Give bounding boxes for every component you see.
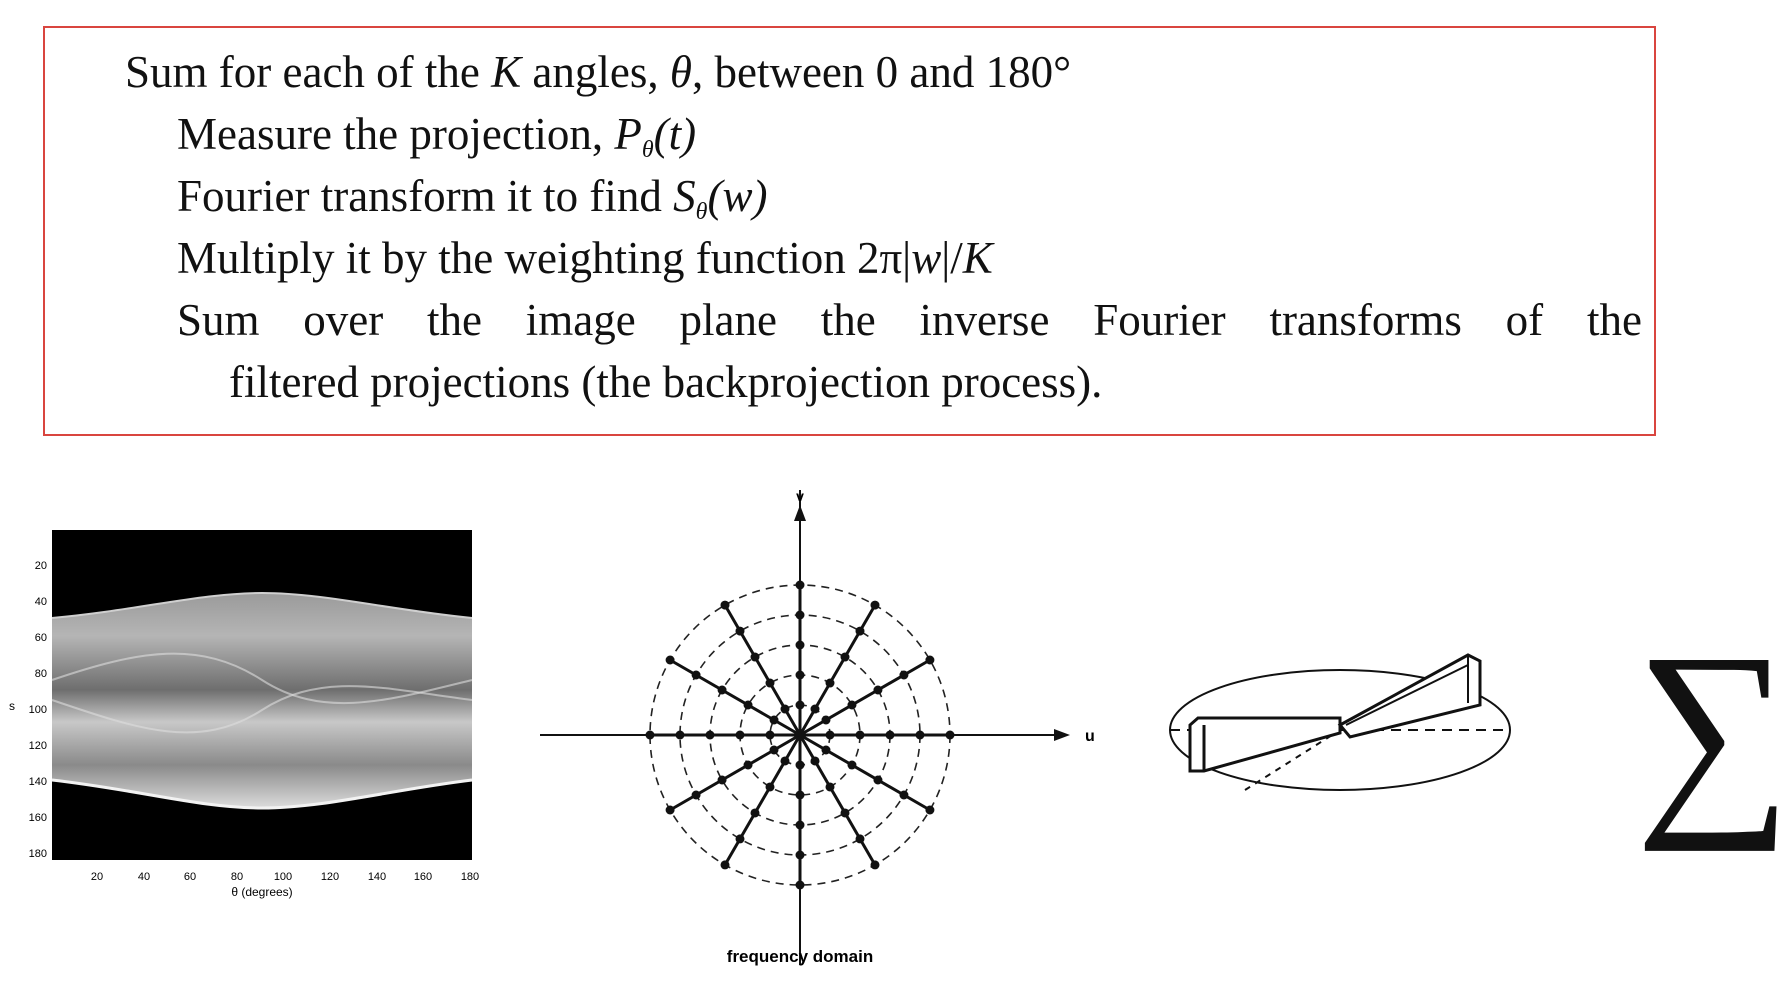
sample-point [899, 791, 908, 800]
sinogram-y-label: s [9, 699, 15, 713]
x-tick: 80 [230, 871, 244, 883]
x-tick: 140 [367, 871, 387, 883]
algorithm-line-3: Fourier transform it to find $S_\theta(w)$ [177, 171, 768, 225]
v-axis-arrow [794, 505, 806, 521]
x-tick: 180 [460, 871, 480, 883]
sample-point [847, 701, 856, 710]
sample-point [873, 686, 882, 695]
algorithm-line-5: Sum over the image plane the inverse Fourier transforms of the [177, 295, 1642, 345]
sample-point [821, 746, 830, 755]
algorithm-line-1: Sum for each of the K angles, θ, between 0 and 180° [125, 47, 1072, 97]
sample-point [744, 761, 753, 770]
sinogram-figure [0, 530, 500, 920]
y-tick: 20 [34, 560, 47, 572]
sample-point [856, 834, 865, 843]
x-tick: 160 [413, 871, 433, 883]
sample-point [826, 679, 835, 688]
weighting-slice-figure [1150, 645, 1530, 805]
sample-point [736, 627, 745, 636]
sample-point [873, 776, 882, 785]
sample-point [751, 653, 760, 662]
y-tick: 40 [34, 596, 47, 608]
sample-point [666, 656, 675, 665]
y-tick: 60 [34, 632, 47, 644]
sample-point [781, 756, 790, 765]
sample-point [781, 705, 790, 714]
sample-point [666, 806, 675, 815]
sample-point [770, 746, 779, 755]
v-axis-label: v [796, 488, 804, 504]
frequency-domain-figure [535, 490, 1095, 980]
x-tick: 40 [137, 871, 151, 883]
sinogram-x-label: θ (degrees) [231, 885, 293, 899]
sample-point [826, 782, 835, 791]
sample-point [721, 860, 730, 869]
sample-point [847, 761, 856, 770]
u-axis-label: u [1085, 728, 1095, 745]
sample-point [871, 860, 880, 869]
frequency-caption: frequency domain [726, 947, 874, 966]
sample-point [925, 656, 934, 665]
y-tick: 160 [28, 812, 47, 824]
sample-point [744, 701, 753, 710]
sample-point [718, 776, 727, 785]
y-tick: 180 [28, 848, 47, 860]
algorithm-line-6: filtered projections (the backprojection process). [229, 357, 1103, 407]
algorithm-line-2: Measure the projection, $P_\theta(t)$ [177, 109, 697, 163]
y-tick: 140 [28, 776, 47, 788]
sinogram-band [52, 593, 472, 808]
sample-point [770, 716, 779, 725]
sample-point [766, 679, 775, 688]
x-tick: 120 [320, 871, 340, 883]
algorithm-line-4: Multiply it by the weighting function 2π|w|/K [177, 233, 993, 283]
sample-point [811, 705, 820, 714]
sample-point [766, 782, 775, 791]
right-wedge [1340, 655, 1480, 737]
u-axis-arrow [1054, 729, 1070, 741]
y-tick: 120 [28, 740, 47, 752]
x-tick: 60 [183, 871, 197, 883]
sample-point [692, 671, 701, 680]
sample-point [856, 627, 865, 636]
sample-point [841, 653, 850, 662]
sample-point [899, 671, 908, 680]
sample-point [718, 686, 727, 695]
sample-point [925, 806, 934, 815]
summation-symbol: ∑ [1635, 608, 1792, 852]
y-tick: 100 [28, 704, 47, 716]
x-tick: 100 [273, 871, 293, 883]
sample-point [736, 834, 745, 843]
x-tick: 20 [90, 871, 104, 883]
sample-point [692, 791, 701, 800]
y-tick: 80 [34, 668, 47, 680]
sample-point [821, 716, 830, 725]
algorithm-box [43, 26, 1656, 436]
sample-point [871, 601, 880, 610]
sample-point [811, 756, 820, 765]
sample-point [841, 808, 850, 817]
sample-point [751, 808, 760, 817]
sample-point [721, 601, 730, 610]
